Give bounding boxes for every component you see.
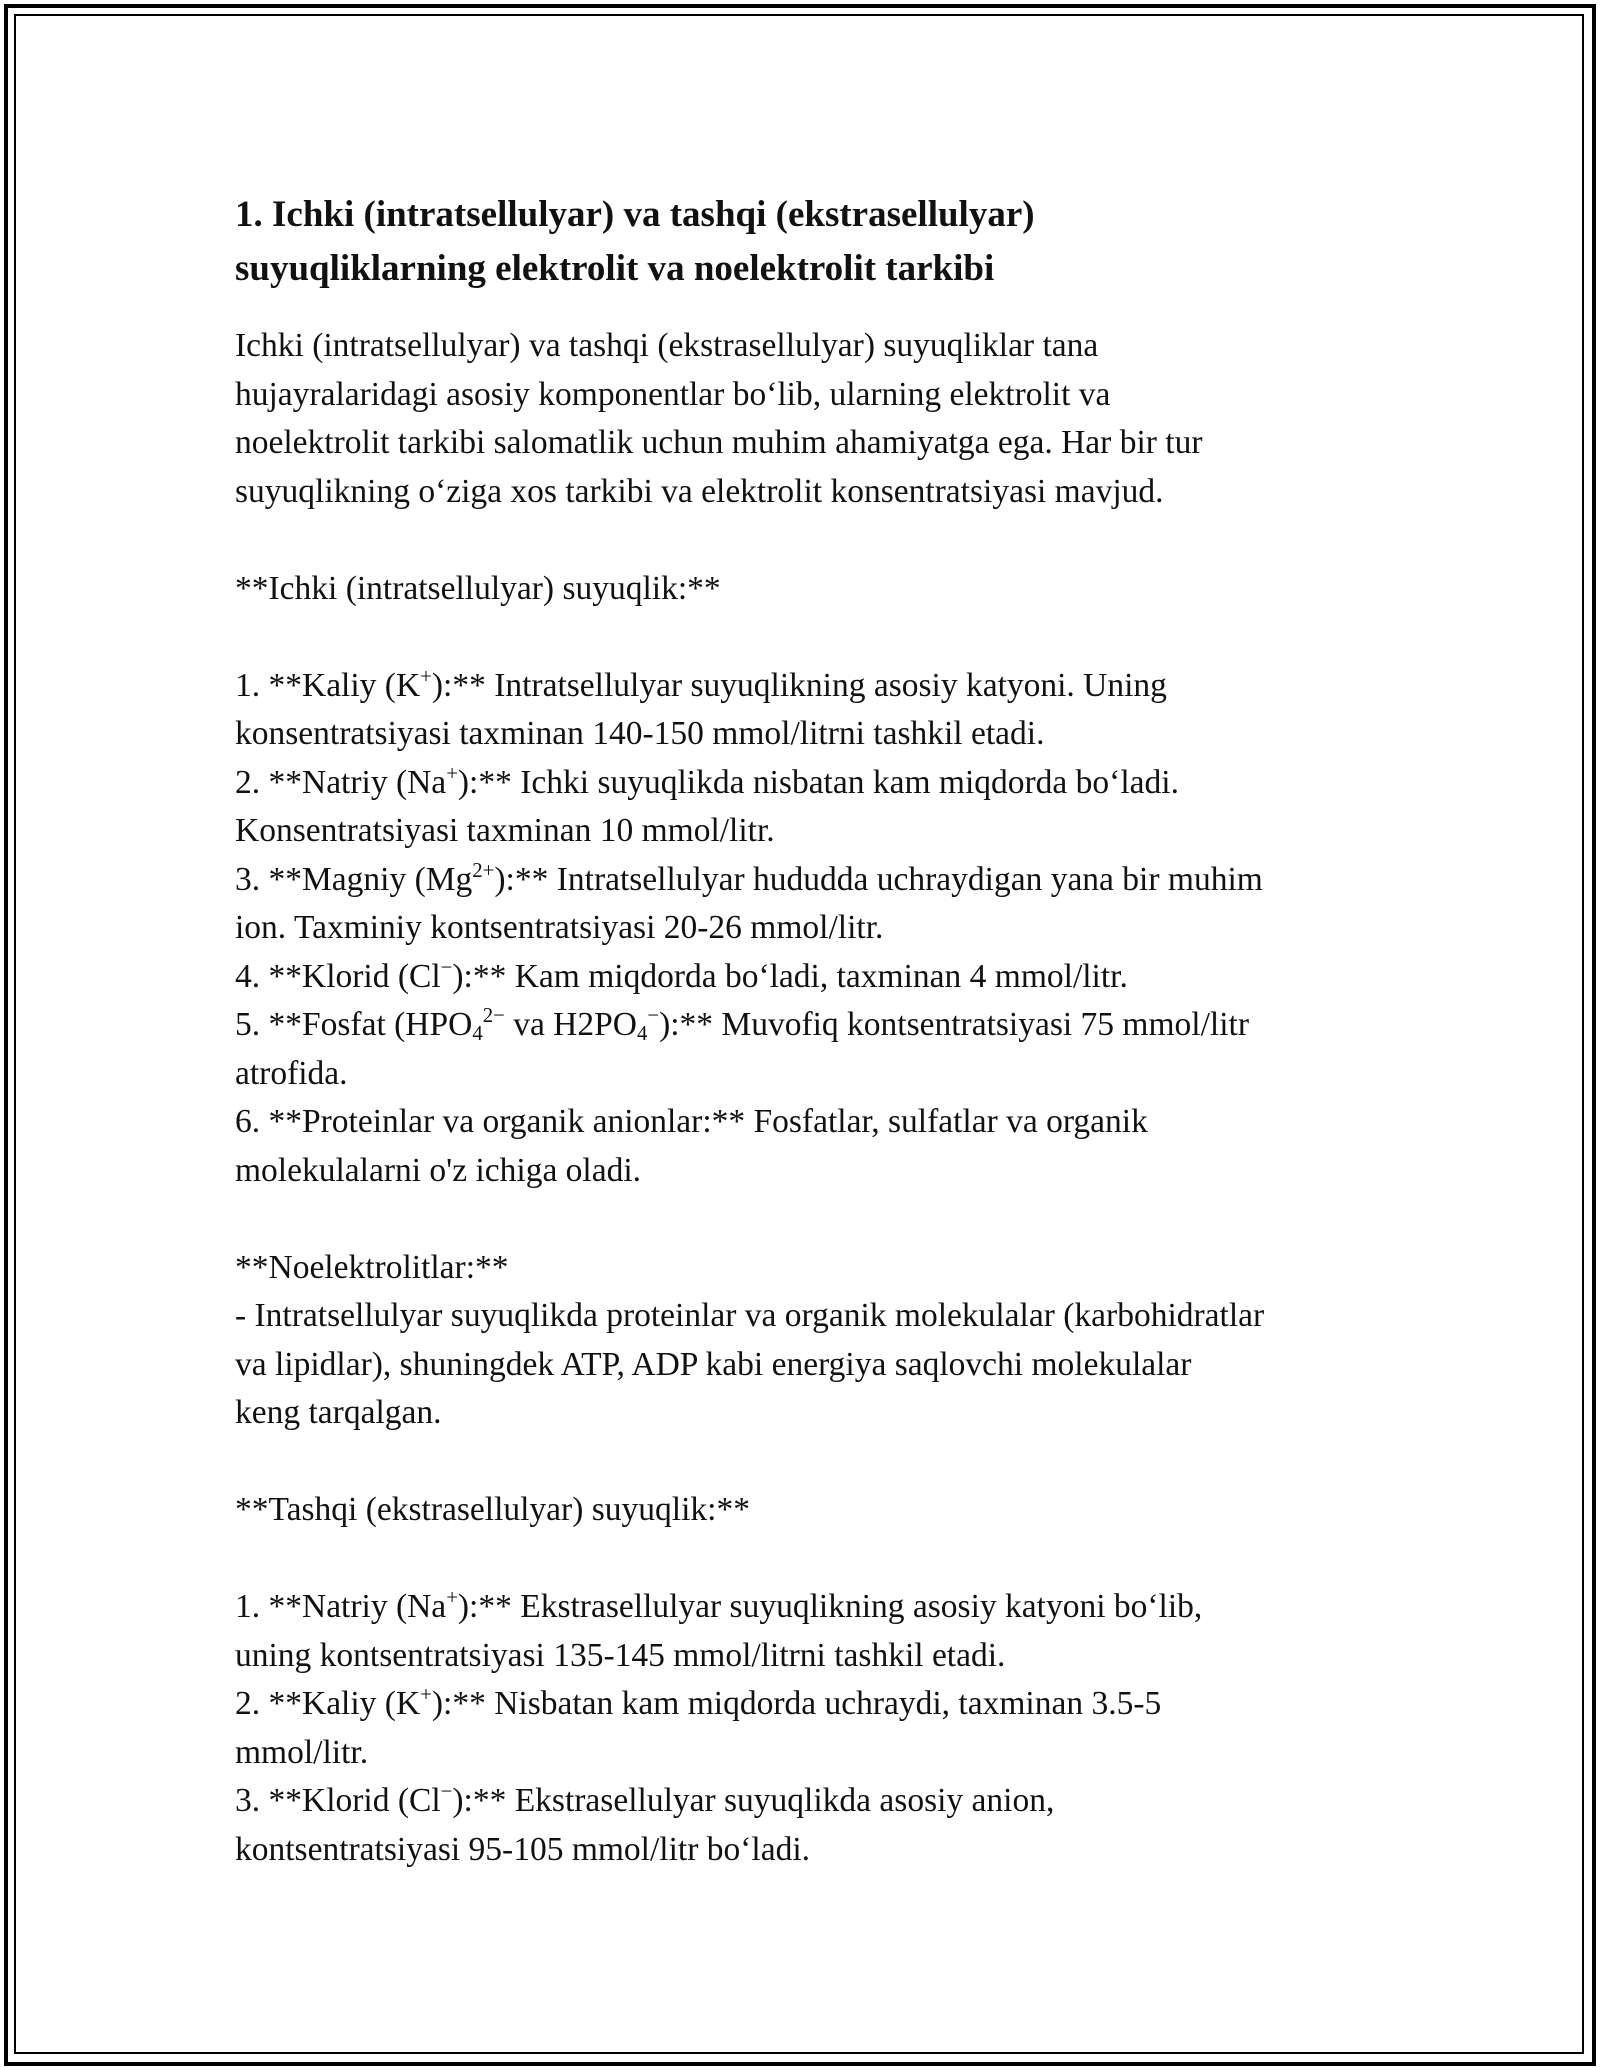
item-text: ):** Intratsellulyar suyuqlikning asosiy katyoni. Uning (431, 666, 1167, 704)
spacer (235, 516, 1385, 565)
intro-line: noelektrolit tarkibi salomatlik uchun muhim ahamiyatga ega. Har bir tur (235, 424, 1203, 461)
list-item-continuation: ion. Taxminiy kontsentratsiyasi 20-26 mmol/litr. (235, 909, 884, 946)
list-item-continuation: mmol/litr. (235, 1733, 369, 1771)
spacer (235, 1195, 1385, 1244)
list-item-natriy (235, 1583, 1385, 1632)
item-text: ):** Muvofiq kontsentratsiyasi 75 mmol/litr (659, 1006, 1249, 1043)
spacer (235, 1438, 1385, 1487)
list-item-klorid (235, 953, 1385, 1002)
intro-line: hujayralaridagi asosiy komponentlar bo‘lib, ularning elektrolit va (235, 375, 1111, 413)
ion-charge: + (420, 664, 432, 688)
item-text: ):** Nisbatan kam miqdorda uchraydi, taxminan 3.5-5 (431, 1685, 1162, 1722)
list-item-natriy (235, 759, 1385, 808)
intro-paragraph (235, 322, 1385, 516)
list-item-kaliy (235, 1680, 1385, 1729)
ion-subscript: 4 (636, 1022, 648, 1046)
list-item-continuation: kontsentratsiyasi 95-105 mmol/litr bo‘ladi. (235, 1830, 811, 1868)
list-item-kaliy (235, 662, 1385, 711)
section-heading (235, 188, 1385, 296)
nonelectrolytes-paragraph (235, 1292, 1385, 1438)
spacer (235, 1535, 1385, 1584)
heading-line-1: 1. Ichki (intratsellulyar) va tashqi (ekstrasellulyar) (235, 194, 1035, 235)
list-item-continuation: molekulalarni o'z ichiga oladi. (235, 1151, 642, 1189)
item-text: 3. **Magniy (Mg (235, 860, 473, 898)
list-item-klorid (235, 1777, 1385, 1826)
intro-line: Ichki (intratsellulyar) va tashqi (ekstrasellulyar) suyuqliklar tana (235, 327, 1099, 364)
item-text: 4. **Klorid (Cl (235, 957, 441, 995)
ion-charge: 2+ (472, 858, 495, 882)
ion-charge: − (440, 955, 453, 979)
item-text: ):** Intratsellulyar hududda uchraydigan yana bir muhim (494, 860, 1263, 898)
document-body (235, 322, 1385, 1874)
ion-subscript: 4 (472, 1022, 483, 1046)
item-text: 3. **Klorid (Cl (235, 1782, 441, 1819)
item-text: ):** Kam miqdorda bo‘ladi, taxminan 4 mmol/litr. (452, 957, 1128, 995)
nonelectrolytes-line: va lipidlar), shuningdek ATP, ADP kabi energiya saqlovchi molekulalar (235, 1345, 1192, 1383)
item-text: va H2PO (504, 1006, 637, 1043)
list-item-continuation: Konsentratsiyasi taxminan 10 mmol/litr. (235, 812, 775, 849)
item-text: 5. **Fosfat (HPO (235, 1006, 473, 1043)
ion-charge: − (440, 1780, 453, 1804)
ion-charge: 2− (482, 1004, 505, 1028)
heading-line-2: suyuqliklarning elektrolit va noelektrolit tarkibi (235, 248, 995, 289)
item-text: 2. **Kaliy (K (235, 1685, 421, 1722)
ion-charge: − (647, 1004, 660, 1028)
extracellular-list (235, 1583, 1385, 1874)
list-item-continuation: uning kontsentratsiyasi 135-145 mmol/litrni tashkil etadi. (235, 1636, 1006, 1674)
document-content (235, 188, 1385, 1874)
intracellular-title: **Ichki (intratsellulyar) suyuqlik:** (235, 569, 721, 607)
list-item-continuation: konsentratsiyasi taxminan 140-150 mmol/litrni tashkil etadi. (235, 715, 1045, 752)
nonelectrolytes-line: keng tarqalgan. (235, 1394, 442, 1431)
ion-charge: + (420, 1683, 432, 1707)
item-text: 1. **Natriy (Na (235, 1588, 447, 1625)
ion-charge: + (446, 1586, 458, 1610)
list-item-magniy (235, 856, 1385, 905)
item-text: ):** Ekstrasellulyar suyuqlikning asosiy katyoni bo‘lib, (457, 1588, 1203, 1625)
spacer (235, 613, 1385, 662)
ion-charge: + (446, 761, 458, 785)
intracellular-list (235, 662, 1385, 1196)
item-text: ):** Ichki suyuqlikda nisbatan kam miqdorda bo‘ladi. (457, 763, 1179, 801)
list-item-proteinlar: 6. **Proteinlar va organik anionlar:** Fosfatlar, sulfatlar va organik (235, 1103, 1148, 1140)
list-item-fosfat (235, 1001, 1385, 1050)
item-text: ):** Ekstrasellulyar suyuqlikda asosiy anion, (452, 1782, 1055, 1819)
item-text: 1. **Kaliy (K (235, 666, 421, 704)
intro-line: suyuqlikning o‘ziga xos tarkibi va elektrolit konsentratsiyasi mavjud. (235, 472, 1164, 510)
item-text: 2. **Natriy (Na (235, 763, 447, 801)
list-item-continuation: atrofida. (235, 1054, 348, 1092)
nonelectrolytes-line: - Intratsellulyar suyuqlikda proteinlar va organik molekulalar (karbohidratlar (235, 1297, 1265, 1334)
extracellular-title: **Tashqi (ekstrasellulyar) suyuqlik:** (235, 1491, 750, 1528)
nonelectrolytes-title: **Noelektrolitlar:** (235, 1248, 509, 1286)
